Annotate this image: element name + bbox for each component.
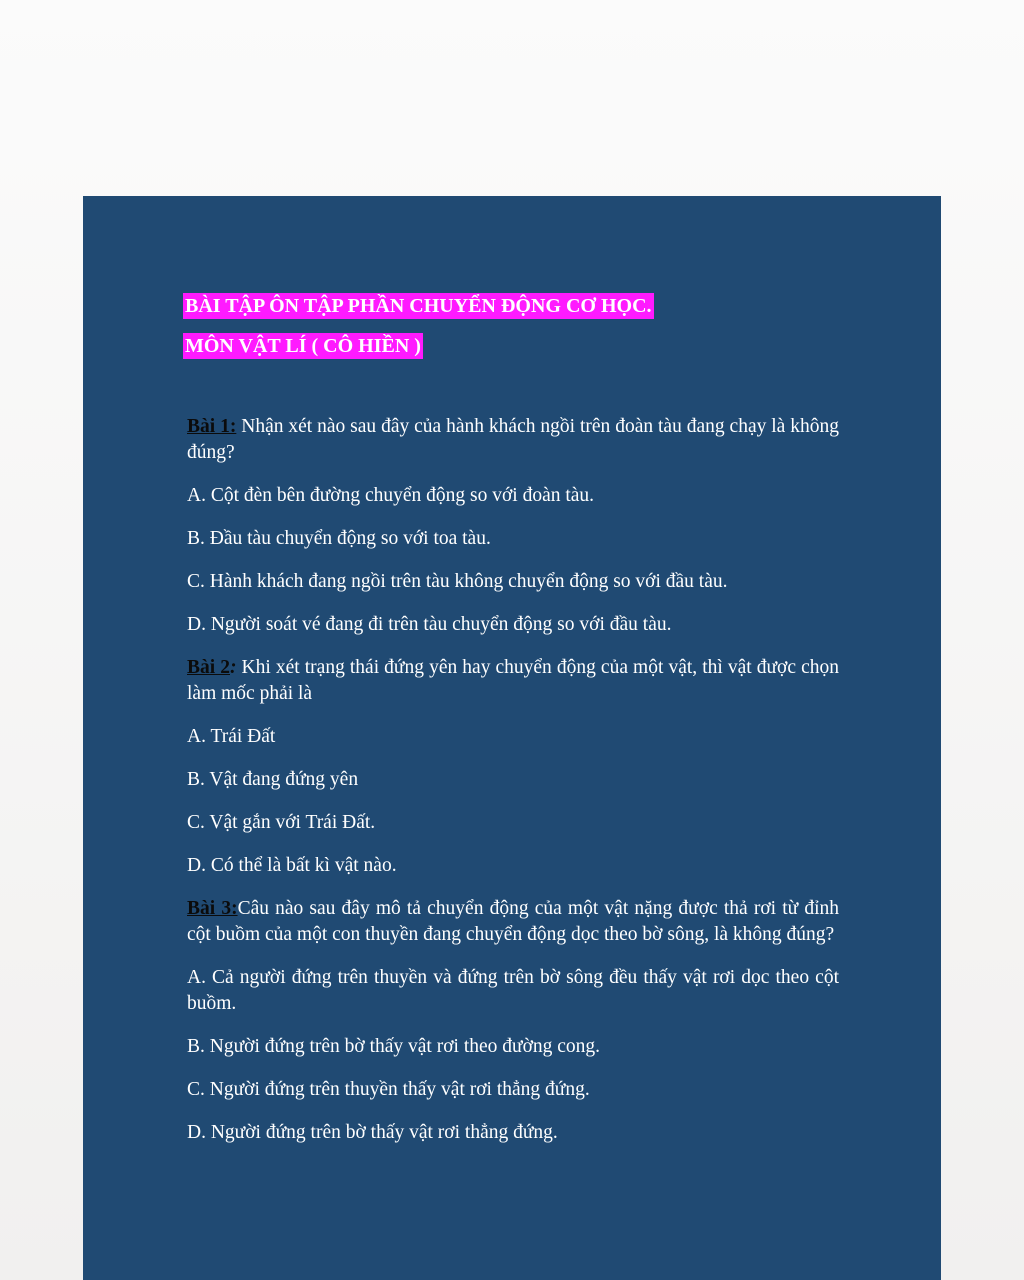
question-1-option-a: A. Cột đèn bên đường chuyển động so với đoàn tàu. [187, 485, 595, 506]
question-3-option-a: A. Cả người đứng trên thuyền và đứng trên bờ sông đều thấy vật rơi dọc theo cột buồm. [187, 967, 839, 1014]
question-3 [187, 896, 839, 948]
document-title: BÀI TẬP ÔN TẬP PHẦN CHUYỂN ĐỘNG CƠ HỌC. [185, 295, 652, 317]
question-2 [187, 655, 839, 707]
question-1-option-c: C. Hành khách đang ngồi trên tàu không chuyển động so với đầu tàu. [187, 571, 728, 592]
document-subtitle: MÔN VẬT LÍ ( CÔ HIỀN ) [185, 335, 421, 357]
question-1-label: Bài 1: [187, 416, 237, 437]
title-block [183, 293, 654, 359]
question-2-label-suffix: : [230, 657, 237, 678]
question-1 [187, 414, 839, 466]
question-3-text: Câu nào sau đây mô tả chuyển động của một vật nặng được thả rơi từ đỉnh cột buồm của một con thuyền đang chuyển động dọc theo bờ sông, là không đúng? [187, 898, 839, 945]
question-1-option-d: D. Người soát vé đang đi trên tàu chuyển động so với đầu tàu. [187, 614, 672, 635]
questions-content [187, 414, 839, 1163]
question-2-text: Khi xét trạng thái đứng yên hay chuyển động của một vật, thì vật được chọn làm mốc phải là [187, 657, 839, 704]
question-2-label: Bài 2 [187, 657, 230, 678]
question-3-option-d: D. Người đứng trên bờ thấy vật rơi thẳng đứng. [187, 1122, 558, 1143]
question-3-option-b: B. Người đứng trên bờ thấy vật rơi theo đường cong. [187, 1036, 601, 1057]
question-1-option-b: B. Đầu tàu chuyển động so với toa tàu. [187, 528, 491, 549]
question-2-option-a: A. Trái Đất [187, 726, 276, 747]
question-2-option-c: C. Vật gắn với Trái Đất. [187, 812, 376, 833]
document-page [83, 196, 941, 1280]
question-2-option-d: D. Có thể là bất kì vật nào. [187, 855, 397, 876]
question-3-option-c: C. Người đứng trên thuyền thấy vật rơi thẳng đứng. [187, 1079, 590, 1100]
question-2-option-b: B. Vật đang đứng yên [187, 769, 359, 790]
question-3-label: Bài 3: [187, 898, 238, 919]
question-1-text: Nhận xét nào sau đây của hành khách ngồi trên đoàn tàu đang chạy là không đúng? [187, 416, 839, 463]
